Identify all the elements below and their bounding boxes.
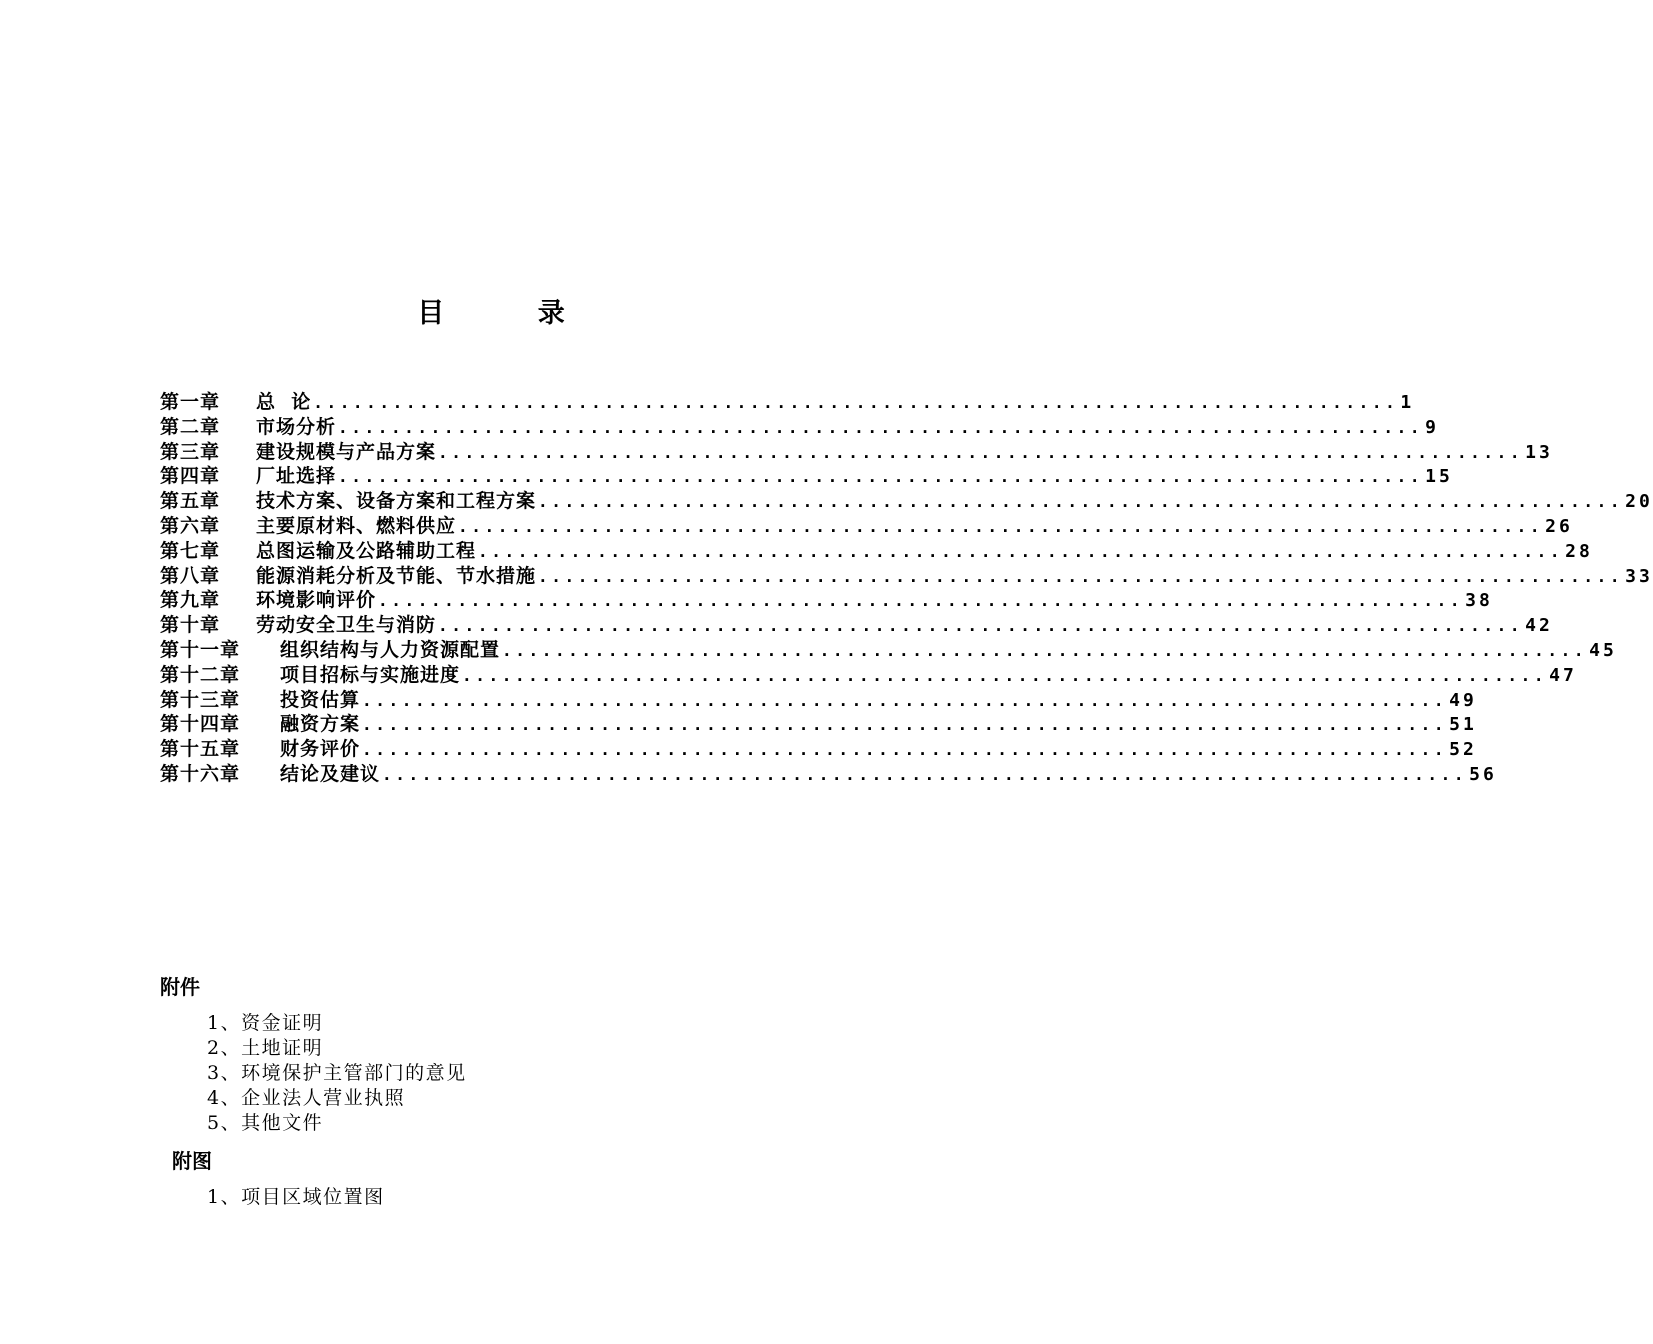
toc-page-number: 13 <box>1525 441 1553 463</box>
toc-chapter-number: 第一章 <box>160 391 221 413</box>
toc-chapter-title: 项目招标与实施进度 <box>280 663 461 686</box>
toc-chapter-title: 建设规模与产品方案 <box>256 440 437 463</box>
toc-leader-dots: .................................................................................. <box>362 740 1448 760</box>
toc-chapter-number: 第十三章 <box>160 688 241 711</box>
toc-chapter-title: 组织结构与人力资源配置 <box>280 638 501 661</box>
toc-page-number: 9 <box>1425 416 1439 438</box>
toc-leader-dots: .................................................................................. <box>362 715 1448 735</box>
toc-chapter-title: 结论及建议 <box>280 762 381 785</box>
toc-leader-dots: .................................................................................. <box>378 591 1464 611</box>
toc-chapter-title: 总图运输及公路辅助工程 <box>256 539 477 562</box>
figures-list <box>207 1185 385 1210</box>
toc-entry[interactable] <box>160 514 1573 539</box>
attachments-heading: 附件 <box>160 975 200 999</box>
toc-entry[interactable] <box>160 464 1453 489</box>
toc-page-number: 45 <box>1589 639 1617 661</box>
page-title: 目 录 <box>417 298 607 329</box>
toc-page-number: 52 <box>1449 739 1477 761</box>
toc-chapter-number: 第五章 <box>160 490 221 513</box>
toc-page-number: 49 <box>1449 689 1477 711</box>
toc-page-number: 51 <box>1449 714 1477 736</box>
toc-entry[interactable] <box>160 564 1653 589</box>
toc-entry[interactable] <box>160 440 1553 465</box>
attachments-list <box>207 1011 467 1136</box>
toc-leader-dots: .................................................................................. <box>502 640 1588 660</box>
table-of-contents <box>160 390 1653 787</box>
toc-chapter-number: 第十一章 <box>160 638 241 661</box>
toc-leader-dots: .................................................................................. <box>338 417 1424 437</box>
attachment-item[interactable]: 4、企业法人营业执照 <box>207 1087 406 1109</box>
toc-page-number: 38 <box>1465 590 1493 612</box>
toc-chapter-number: 第十章 <box>160 614 221 637</box>
toc-chapter-title: 财务评价 <box>280 738 361 761</box>
toc-leader-dots: .................................................................................. <box>338 467 1424 487</box>
figure-item[interactable]: 1、项目区域位置图 <box>207 1186 385 1208</box>
toc-chapter-number: 第六章 <box>160 514 221 537</box>
toc-chapter-number: 第二章 <box>160 415 221 438</box>
toc-chapter-number: 第十四章 <box>160 713 241 736</box>
toc-page-number: 28 <box>1565 540 1593 562</box>
toc-chapter-title: 投资估算 <box>280 688 361 711</box>
toc-chapter-title: 融资方案 <box>280 713 361 736</box>
toc-entry[interactable] <box>160 588 1493 613</box>
toc-entry[interactable] <box>160 539 1593 564</box>
toc-chapter-number: 第四章 <box>160 465 221 488</box>
toc-chapter-title: 主要原材料、燃料供应 <box>256 514 457 537</box>
toc-chapter-title: 环境影响评价 <box>256 589 377 612</box>
toc-leader-dots: .................................................................................. <box>538 492 1624 512</box>
toc-chapter-number: 第十六章 <box>160 762 241 785</box>
toc-chapter-title: 厂址选择 <box>256 465 337 488</box>
toc-entry[interactable] <box>160 613 1553 638</box>
toc-page-number: 15 <box>1425 466 1453 488</box>
toc-entry[interactable] <box>160 712 1477 737</box>
attachment-item[interactable]: 3、环境保护主管部门的意见 <box>207 1062 467 1084</box>
toc-entry[interactable] <box>160 663 1577 688</box>
toc-entry[interactable] <box>160 737 1477 762</box>
toc-leader-dots: .................................................................................. <box>478 541 1564 561</box>
toc-chapter-number: 第七章 <box>160 539 221 562</box>
toc-leader-dots: .................................................................................. <box>458 516 1544 536</box>
toc-page-number: 20 <box>1625 491 1653 513</box>
toc-page-number: 42 <box>1525 615 1553 637</box>
toc-chapter-title: 总 论 <box>256 391 312 413</box>
toc-leader-dots: .................................................................................. <box>538 566 1624 586</box>
toc-chapter-number: 第九章 <box>160 589 221 612</box>
toc-chapter-title: 市场分析 <box>256 415 337 438</box>
toc-chapter-title: 劳动安全卫生与消防 <box>256 614 437 637</box>
attachment-item[interactable]: 5、其他文件 <box>207 1112 324 1134</box>
toc-chapter-number: 第十五章 <box>160 738 241 761</box>
toc-entry[interactable] <box>160 489 1653 514</box>
attachment-item[interactable]: 1、资金证明 <box>207 1012 324 1034</box>
toc-chapter-title: 能源消耗分析及节能、节水措施 <box>256 564 537 587</box>
attachment-item[interactable]: 2、土地证明 <box>207 1037 324 1059</box>
figures-heading: 附图 <box>172 1149 212 1173</box>
toc-leader-dots: .................................................................................. <box>313 393 1399 412</box>
toc-chapter-number: 第八章 <box>160 564 221 587</box>
toc-entry[interactable] <box>160 638 1617 663</box>
toc-entry[interactable] <box>160 688 1477 713</box>
toc-page-number: 56 <box>1469 763 1497 785</box>
toc-page-number: 47 <box>1549 664 1577 686</box>
toc-page-number: 33 <box>1625 565 1653 587</box>
toc-entry[interactable] <box>160 762 1497 787</box>
toc-entry[interactable] <box>160 415 1439 440</box>
toc-page-number: 26 <box>1545 515 1573 537</box>
toc-leader-dots: .................................................................................. <box>438 616 1524 636</box>
toc-chapter-title: 技术方案、设备方案和工程方案 <box>256 490 537 513</box>
toc-leader-dots: .................................................................................. <box>362 690 1448 710</box>
toc-leader-dots: .................................................................................. <box>382 764 1468 784</box>
toc-chapter-number: 第十二章 <box>160 663 241 686</box>
toc-page-number: 1 <box>1400 392 1415 413</box>
toc-entry[interactable] <box>160 390 1415 415</box>
toc-leader-dots: .................................................................................. <box>438 442 1524 462</box>
toc-leader-dots: .................................................................................. <box>462 665 1548 685</box>
toc-chapter-number: 第三章 <box>160 440 221 463</box>
